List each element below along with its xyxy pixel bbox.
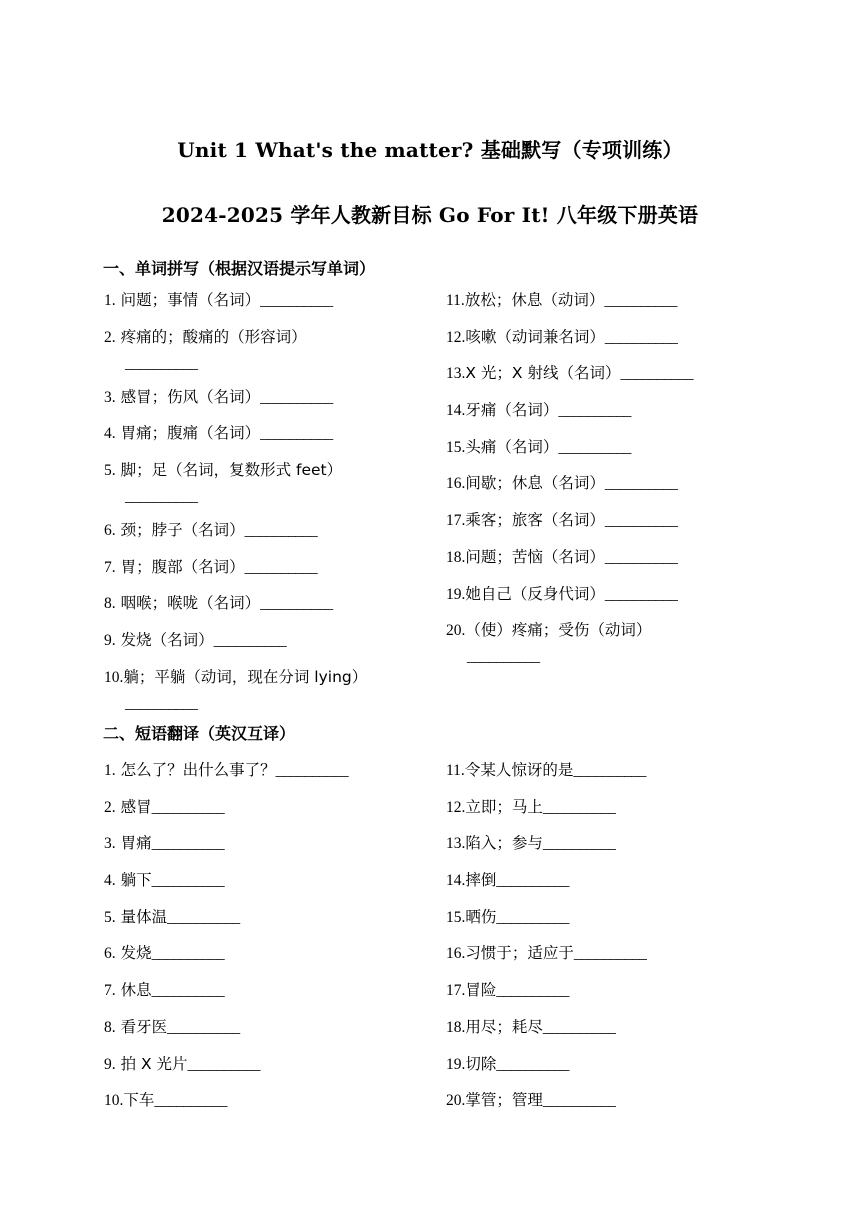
answer-blank[interactable]: __________ (604, 548, 678, 566)
question-prompt: 量体温 (120, 907, 168, 926)
question-prompt: 习惯于；适应于 (465, 944, 574, 963)
question-number: 8. (104, 1018, 116, 1036)
question-number: 7. (104, 558, 116, 576)
question-item (104, 980, 434, 1001)
answer-blank[interactable]: __________ (125, 694, 198, 712)
question-item (446, 907, 776, 928)
answer-blank[interactable]: __________ (573, 762, 646, 779)
question-number: 12. (446, 798, 466, 816)
question-number: 11. (446, 762, 465, 779)
answer-blank[interactable]: __________ (151, 835, 225, 853)
question-prompt: 看牙医 (120, 1017, 168, 1036)
answer-blank[interactable]: __________ (260, 292, 333, 309)
question-prompt: X 光；X 射线（名词） (465, 364, 621, 383)
answer-blank[interactable]: __________ (604, 328, 678, 346)
question-number: 6. (104, 522, 116, 540)
question-number: 5. (104, 462, 116, 480)
question-prompt: 感冒 (120, 797, 152, 816)
question-item (446, 290, 776, 311)
question-number: 6. (104, 945, 116, 963)
answer-blank[interactable]: __________ (604, 512, 678, 530)
question-number: 17. (446, 982, 466, 1000)
question-number: 2. (104, 328, 116, 346)
question-prompt: 感冒；伤风（名词） (120, 387, 261, 406)
question-item (104, 327, 434, 374)
question-prompt: 休息 (120, 981, 152, 1000)
question-prompt: （使）疼痛；受伤（动词） (465, 621, 652, 640)
question-item (446, 1054, 776, 1075)
question-item (104, 1090, 434, 1111)
question-number: 4. (104, 425, 116, 443)
question-prompt: 胃痛 (120, 834, 152, 853)
question-prompt: 晒伤 (465, 907, 497, 926)
question-number: 15. (446, 908, 466, 926)
question-prompt: 她自己（反身代词） (465, 584, 605, 603)
question-item (446, 510, 776, 531)
question-prompt: 切除 (465, 1054, 497, 1073)
question-item (446, 943, 776, 964)
answer-blank[interactable]: __________ (558, 402, 631, 420)
answer-blank[interactable]: __________ (496, 872, 569, 890)
question-prompt: 掌管；管理 (465, 1091, 543, 1110)
question-number: 17. (446, 512, 466, 530)
question-item (104, 387, 434, 408)
answer-blank[interactable]: __________ (604, 475, 678, 493)
answer-blank[interactable]: __________ (496, 982, 569, 1000)
section-heading-word-spelling: 一、单词拼写（根据汉语提示写单词） (103, 259, 376, 278)
question-prompt: 牙痛（名词） (465, 401, 559, 420)
question-item (104, 290, 434, 311)
question-item (446, 870, 776, 891)
question-number: 10. (104, 1092, 124, 1110)
word-spelling-right-column (446, 290, 776, 680)
question-item (446, 547, 776, 568)
answer-blank[interactable]: __________ (151, 982, 225, 1000)
question-prompt: 问题；苦恼（名词） (465, 547, 605, 566)
question-prompt: 怎么了？出什么事了？ (120, 761, 276, 779)
question-number: 1. (104, 762, 116, 779)
answer-blank[interactable]: __________ (244, 522, 318, 540)
answer-blank[interactable]: __________ (604, 585, 678, 603)
question-number: 20. (446, 622, 466, 640)
question-item (104, 667, 434, 714)
question-prompt: 用尽；耗尽 (465, 1017, 543, 1036)
answer-blank[interactable]: __________ (542, 835, 616, 853)
question-prompt: 冒险 (465, 981, 497, 1000)
section-heading-phrase-translation: 二、短语翻译（英汉互译） (103, 724, 296, 743)
question-item (104, 460, 434, 507)
question-number: 16. (446, 475, 466, 493)
answer-blank[interactable]: __________ (167, 1018, 240, 1036)
question-item (446, 620, 776, 667)
question-item (446, 327, 776, 348)
question-item (104, 907, 434, 928)
question-number: 19. (446, 1055, 466, 1073)
question-prompt: 乘客；旅客（名词） (465, 511, 605, 530)
question-number: 14. (446, 402, 466, 420)
answer-blank[interactable]: __________ (125, 354, 198, 372)
question-prompt: 问题；事情（名词） (120, 291, 261, 309)
question-number: 18. (446, 1018, 466, 1036)
question-prompt: 胃；腹部（名词） (120, 557, 245, 576)
question-prompt: 躺；平躺（动词，现在分词 lying） (123, 667, 368, 686)
question-prompt: 咽喉；喉咙（名词） (120, 594, 261, 613)
question-item (446, 363, 776, 384)
answer-blank[interactable]: __________ (542, 798, 616, 816)
question-number: 20. (446, 1092, 466, 1110)
answer-blank[interactable]: __________ (167, 908, 240, 926)
question-number: 16. (446, 945, 466, 963)
question-item (104, 797, 434, 818)
answer-blank[interactable]: __________ (604, 292, 677, 309)
page-title: Unit 1 What's the matter? 基础默写（专项训练） (177, 138, 683, 162)
answer-blank[interactable]: __________ (151, 872, 225, 890)
question-number: 3. (104, 835, 116, 853)
question-number: 8. (104, 595, 116, 613)
question-item (104, 943, 434, 964)
question-item (104, 423, 434, 444)
question-item (446, 1090, 776, 1111)
question-number: 9. (104, 632, 116, 650)
answer-blank[interactable]: __________ (260, 388, 333, 406)
question-item (446, 584, 776, 605)
question-prompt: 间歇；休息（名词） (465, 474, 605, 493)
page-subtitle: 2024-2025 学年人教新目标 Go For It! 八年级下册英语 (161, 203, 699, 227)
answer-blank[interactable]: __________ (244, 558, 318, 576)
phrase-translation-left-column (104, 760, 434, 1127)
question-number: 12. (446, 328, 466, 346)
question-item (104, 557, 434, 578)
question-number: 1. (104, 292, 116, 309)
answer-blank[interactable]: __________ (496, 1055, 569, 1073)
question-item (104, 593, 434, 614)
question-number: 19. (446, 585, 466, 603)
question-item (446, 833, 776, 854)
question-item (446, 797, 776, 818)
question-prompt: 下车 (123, 1091, 155, 1110)
question-prompt: 拍 X 光片 (120, 1054, 188, 1073)
question-item (104, 630, 434, 651)
question-item (104, 833, 434, 854)
question-number: 13. (446, 835, 466, 853)
question-item (104, 1054, 434, 1075)
question-item (446, 1017, 776, 1038)
answer-blank[interactable]: __________ (467, 648, 540, 666)
question-item (446, 760, 776, 781)
question-item (446, 400, 776, 421)
question-number: 5. (104, 908, 116, 926)
question-number: 4. (104, 872, 116, 890)
question-prompt: 疼痛的；酸痛的（形容词） (120, 327, 307, 346)
answer-blank[interactable]: __________ (275, 762, 349, 779)
answer-blank[interactable]: __________ (542, 1018, 616, 1036)
question-number: 9. (104, 1055, 116, 1073)
word-spelling-left-column (104, 290, 434, 727)
phrase-translation-right-column (446, 760, 776, 1127)
question-prompt: 发烧 (120, 944, 152, 963)
answer-blank[interactable]: __________ (558, 438, 631, 456)
answer-blank[interactable]: __________ (260, 595, 333, 613)
question-number: 11. (446, 292, 465, 309)
question-prompt: 胃痛；腹痛（名词） (120, 424, 261, 443)
answer-blank[interactable]: __________ (573, 945, 647, 963)
question-number: 7. (104, 982, 116, 1000)
question-item (446, 980, 776, 1001)
answer-blank[interactable]: __________ (154, 1092, 227, 1110)
question-prompt: 颈；脖子（名词） (120, 521, 245, 540)
question-item (104, 870, 434, 891)
question-prompt: 陷入；参与 (465, 834, 543, 853)
question-item (104, 520, 434, 541)
question-number: 13. (446, 365, 466, 383)
question-number: 3. (104, 388, 116, 406)
question-prompt: 发烧（名词） (120, 631, 214, 650)
question-number: 2. (104, 798, 116, 816)
question-prompt: 放松；休息（动词） (464, 291, 605, 309)
answer-blank[interactable]: __________ (151, 945, 225, 963)
question-number: 10. (104, 668, 124, 686)
question-number: 14. (446, 872, 466, 890)
question-item (104, 1017, 434, 1038)
question-prompt: 头痛（名词） (465, 437, 559, 456)
question-prompt: 躺下 (120, 871, 152, 890)
question-item (446, 437, 776, 458)
question-number: 15. (446, 438, 466, 456)
question-prompt: 立即；马上 (465, 797, 543, 816)
question-prompt: 咳嗽（动词兼名词） (465, 327, 605, 346)
question-prompt: 令某人惊讶的是 (464, 761, 574, 779)
answer-blank[interactable]: __________ (620, 365, 693, 383)
answer-blank[interactable]: __________ (542, 1092, 616, 1110)
question-prompt: 脚；足（名词，复数形式 feet） (120, 461, 343, 480)
answer-blank[interactable]: __________ (125, 488, 198, 506)
question-item (104, 760, 434, 781)
question-prompt: 摔倒 (465, 871, 497, 890)
answer-blank[interactable]: __________ (187, 1055, 261, 1073)
question-item (446, 473, 776, 494)
answer-blank[interactable]: __________ (260, 425, 333, 443)
answer-blank[interactable]: __________ (213, 632, 287, 650)
question-number: 18. (446, 548, 466, 566)
answer-blank[interactable]: __________ (496, 908, 569, 926)
answer-blank[interactable]: __________ (151, 798, 225, 816)
